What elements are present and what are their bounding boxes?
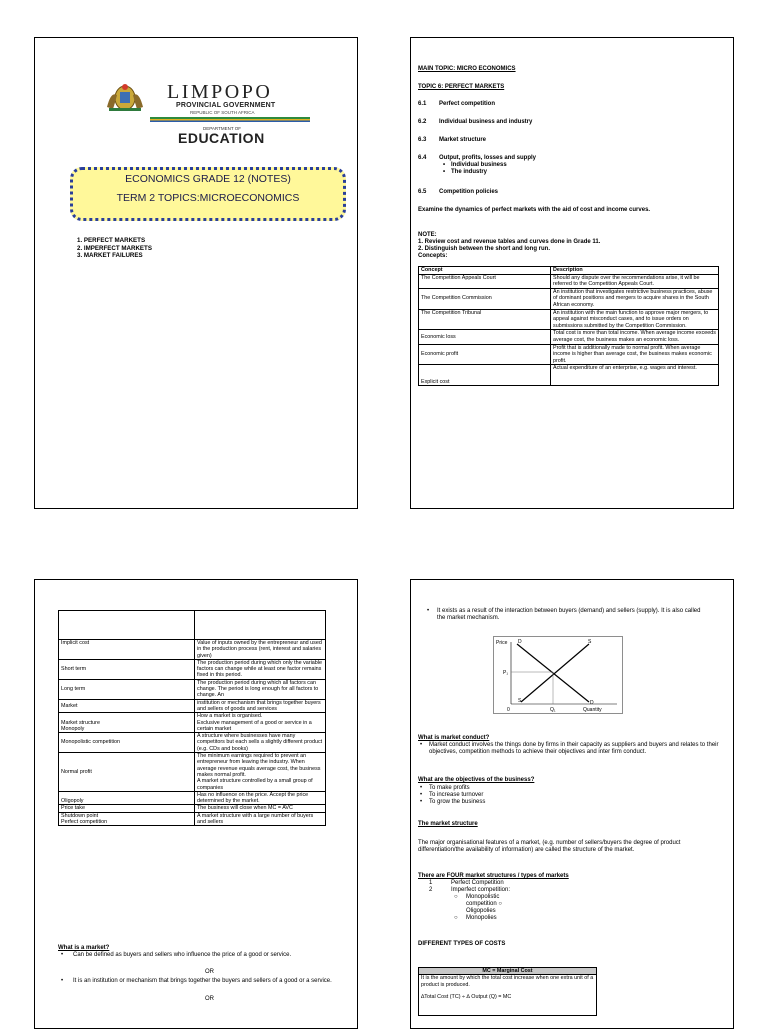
concepts-label: Concepts: xyxy=(418,253,448,259)
concept-cell: Market xyxy=(59,699,195,713)
concept-cell: Shutdown point Perfect competition xyxy=(59,812,195,826)
sub-list-item: Monopolies xyxy=(466,915,497,921)
logo-limpopo-text: LIMPOPO xyxy=(167,81,273,103)
logo-department-text: DEPARTMENT OF xyxy=(203,126,242,131)
table-row xyxy=(59,659,326,679)
supply-demand-graph xyxy=(493,636,623,714)
list-item: To increase turnover xyxy=(429,792,484,798)
concept-cell: Short term xyxy=(59,659,195,679)
sub-bullet-text: Individual business xyxy=(451,162,507,168)
table-header-cell: Description xyxy=(551,267,719,275)
title-box-subheading: TERM 2 TOPICS:MICROECONOMICS xyxy=(116,192,300,204)
title-box-heading: ECONOMICS GRADE 12 (NOTES) xyxy=(125,173,291,185)
or-separator: OR xyxy=(205,969,214,975)
table-row xyxy=(59,640,326,660)
table-header-row xyxy=(419,968,597,975)
description-cell: The production period during which all factors can change. The period is long enough for all factors to change. An xyxy=(195,679,326,699)
concept-cell: Explicit cost xyxy=(419,365,551,386)
graph-supply-start-label: S xyxy=(518,698,522,704)
concept-cell: The Competition Commission xyxy=(419,288,551,309)
graph-p1-label: P₁ xyxy=(503,670,509,676)
table-row xyxy=(59,733,326,753)
table-header-row xyxy=(419,267,719,275)
section-heading: What is a market? xyxy=(58,945,110,951)
table-header-cell xyxy=(195,611,326,640)
item-text: Market structure xyxy=(439,137,487,143)
table-row xyxy=(59,713,326,733)
logo-provincial-text: PROVINCIAL GOVERNMENT xyxy=(176,102,276,109)
graph-origin-label: 0 xyxy=(507,707,510,713)
limpopo-education-logo xyxy=(98,79,322,144)
bullet-icon: • xyxy=(61,978,64,984)
table-row xyxy=(59,753,326,792)
description-cell: Actual expenditure of an enterprise, e.g. wages and interest. xyxy=(551,365,719,386)
graph-quantity-label: Quantity xyxy=(583,707,602,713)
document-page-4 xyxy=(410,579,734,1029)
description-cell: An institution with the main function to approve major mergers, to appeal against misconduct cases, and to issue orders on submissions submitted by the Competition Commission. xyxy=(551,309,719,330)
examine-paragraph: Examine the dynamics of perfect markets with the aid of cost and income curves. xyxy=(418,207,651,213)
bullet-icon: • xyxy=(420,792,423,798)
concept-cell: Monopolistic competition xyxy=(59,733,195,753)
description-cell: An institution that investigates restrictive business practices, abuse of dominant positions and mergers to acquire shares in the South African economy. xyxy=(551,288,719,309)
item-number: 2 xyxy=(429,887,433,893)
description-cell: How a market is organised. Exclusive management of a good or service in a certain market xyxy=(195,713,326,733)
note-label: NOTE: xyxy=(418,232,437,238)
mc-formula: ∆Total Cost (TC) ÷ ∆ Output (Q) = MC xyxy=(421,994,512,1001)
main-topic-heading: MAIN TOPIC: MICRO ECONOMICS xyxy=(418,66,516,72)
circle-bullet-icon: ○ xyxy=(454,894,458,900)
concepts-table xyxy=(418,266,719,386)
list-item: 2. IMPERFECT MARKETS xyxy=(77,244,152,252)
sub-bullet-text: The industry xyxy=(451,169,488,175)
concepts-table-continued xyxy=(58,610,326,826)
section-heading: DIFFERENT TYPES OF COSTS xyxy=(418,941,506,947)
list-item: 1. PERFECT MARKETS xyxy=(77,237,146,244)
note-line: 1. Review cost and revenue tables and curves done in Grade 11. xyxy=(418,239,601,245)
bullet-icon: • xyxy=(420,742,423,748)
bullet-icon: • xyxy=(420,785,423,791)
table-row xyxy=(59,805,326,812)
item-text: Competition policies xyxy=(439,189,499,195)
concept-cell: Long term xyxy=(59,679,195,699)
section-heading: The market structure xyxy=(418,821,478,827)
circle-bullet-icon: ○ xyxy=(454,915,458,921)
description-cell: Profit that is additionally made to normal profit. When average income is higher than average cost, the business makes economic profit. xyxy=(551,344,719,365)
concept-cell: Normal profit xyxy=(59,753,195,792)
concept-cell: Oligopoly xyxy=(59,791,195,805)
description-cell: institution or mechanism that brings together buyers and sellers of goods and services xyxy=(195,699,326,713)
bullet-text: Can be defined as buyers and sellers who influence the price of a good or service. xyxy=(73,952,292,958)
graph-supply-label: S xyxy=(588,639,592,645)
item-number: 6.5 xyxy=(418,189,427,195)
table-row xyxy=(59,699,326,713)
description-cell: The minimum earnings required to prevent an entrepreneur from leaving the industry. When average revenue equals average cost, the business makes normal profit. A market structure controlled by a small group of companies xyxy=(195,753,326,792)
concept-cell: Implicit cost xyxy=(59,640,195,660)
bullet-icon: • xyxy=(443,169,446,175)
section-heading: What is market conduct? xyxy=(418,735,490,741)
sub-list-item: Oligopolies xyxy=(466,908,496,914)
list-item: To grow the business xyxy=(429,799,486,805)
item-number: 6.1 xyxy=(418,101,427,107)
document-page-1 xyxy=(34,37,358,509)
sub-list-item: Monopolistic competition ○ xyxy=(466,894,502,908)
table-header-cell: Concept xyxy=(419,267,551,275)
bullet-icon: • xyxy=(443,162,446,168)
table-row xyxy=(419,274,719,288)
table-header-cell xyxy=(59,611,195,640)
logo-color-band xyxy=(150,117,310,122)
item-text: Output, profits, losses and supply xyxy=(439,155,537,161)
table-row xyxy=(419,330,719,344)
table-row xyxy=(419,288,719,309)
description-cell: The production period during which only the variable factors can change while at least one factor remains fixed in this period. xyxy=(195,659,326,679)
list-item: 3. MARKET FAILURES xyxy=(77,252,143,259)
item-text: Individual business and industry xyxy=(439,119,533,125)
graph-q1-label: Q₁ xyxy=(550,707,556,713)
document-page-3 xyxy=(34,579,358,1029)
item-number: 6.2 xyxy=(418,119,427,125)
graph-demand-label: D xyxy=(518,639,522,645)
graph-demand-end-label: D xyxy=(590,700,594,706)
concept-cell: The Competition Tribunal xyxy=(419,309,551,330)
logo-republic-text: REPUBLIC OF SOUTH AFRICA xyxy=(190,110,255,115)
concept-cell: Price take xyxy=(59,805,195,812)
section-heading: There are FOUR market structures / types of markets xyxy=(418,873,569,879)
note-line: 2. Distinguish between the short and long run. xyxy=(418,246,551,252)
description-cell: A market structure with a large number of buyers and sellers xyxy=(195,812,326,826)
concept-cell: Economic profit xyxy=(419,344,551,365)
description-cell: Has no influence on the price. Accept the price determined by the market. xyxy=(195,791,326,805)
marginal-cost-table xyxy=(418,967,597,1016)
table-row xyxy=(419,309,719,330)
description-cell: Value of inputs owned by the entrepreneur and used in the production process (rent, interest and salaries given) xyxy=(195,640,326,660)
table-row xyxy=(59,791,326,805)
coat-of-arms-icon xyxy=(103,83,147,113)
item-number: 6.3 xyxy=(418,137,427,143)
table-row xyxy=(419,365,719,386)
list-item: Imperfect competition: xyxy=(451,887,511,893)
list-item: To make profits xyxy=(429,785,470,791)
mc-description: It is the amount by which the total cost increase when one extra unit of a product is produced. xyxy=(421,975,594,988)
section-heading: What are the objectives of the business? xyxy=(418,777,535,783)
table-header-row xyxy=(59,611,326,640)
topic-heading: TOPIC 6: PERFECT MARKETS xyxy=(418,84,505,90)
bullet-text: It is an institution or mechanism that brings together the buyers and sellers of a good or a service. xyxy=(73,978,332,984)
logo-education-text: EDUCATION xyxy=(178,130,265,146)
item-number: 1 xyxy=(429,880,433,886)
concept-cell: Economic loss xyxy=(419,330,551,344)
item-text: Perfect competition xyxy=(439,101,496,107)
bullet-icon: • xyxy=(420,799,423,805)
concept-cell: The Competition Appeals Court xyxy=(419,274,551,288)
item-number: 6.4 xyxy=(418,155,427,161)
description-cell: The business will close when MC = AVC xyxy=(195,805,326,812)
bullet-icon: • xyxy=(427,608,430,614)
conduct-text: Market conduct involves the things done by firms in their capacity as suppliers and buyers and relates to their objectives, competition methods to achieve their objectives and inter firm conduct. xyxy=(429,742,719,756)
table-row xyxy=(419,975,597,1016)
description-cell: Total cost is more than total income. When average income exceeds average cost, the business makes an economic loss. xyxy=(551,330,719,344)
table-row xyxy=(59,812,326,826)
intro-bullet-text: It exists as a result of the interaction between buyers (demand) and sellers (supply). It is also called the market mechanism. xyxy=(437,608,701,622)
bullet-icon: • xyxy=(61,952,64,958)
table-header-cell: MC = Marginal Cost xyxy=(419,968,597,975)
or-separator: OR xyxy=(205,996,214,1002)
table-row xyxy=(59,679,326,699)
description-cell: Should any dispute over the recommendations arise, it will be referred to the Competition Appeals Court. xyxy=(551,274,719,288)
table-row xyxy=(419,344,719,365)
table-cell xyxy=(419,975,597,1016)
description-cell: A structure where businesses have many competitors but each sells a slightly different product (e.g. CDs and books) xyxy=(195,733,326,753)
title-box xyxy=(70,167,346,221)
topic-list xyxy=(77,237,152,260)
document-page-2 xyxy=(410,37,734,509)
graph-price-label: Price xyxy=(496,640,508,646)
concept-cell: Market structure Monopoly xyxy=(59,713,195,733)
list-item: Perfect Competition xyxy=(451,880,504,886)
structure-text: The major organisational features of a market, (e.g. number of sellers/buyers the degree of product differentiation/the availability of information) are called the structure of the market. xyxy=(418,840,681,854)
